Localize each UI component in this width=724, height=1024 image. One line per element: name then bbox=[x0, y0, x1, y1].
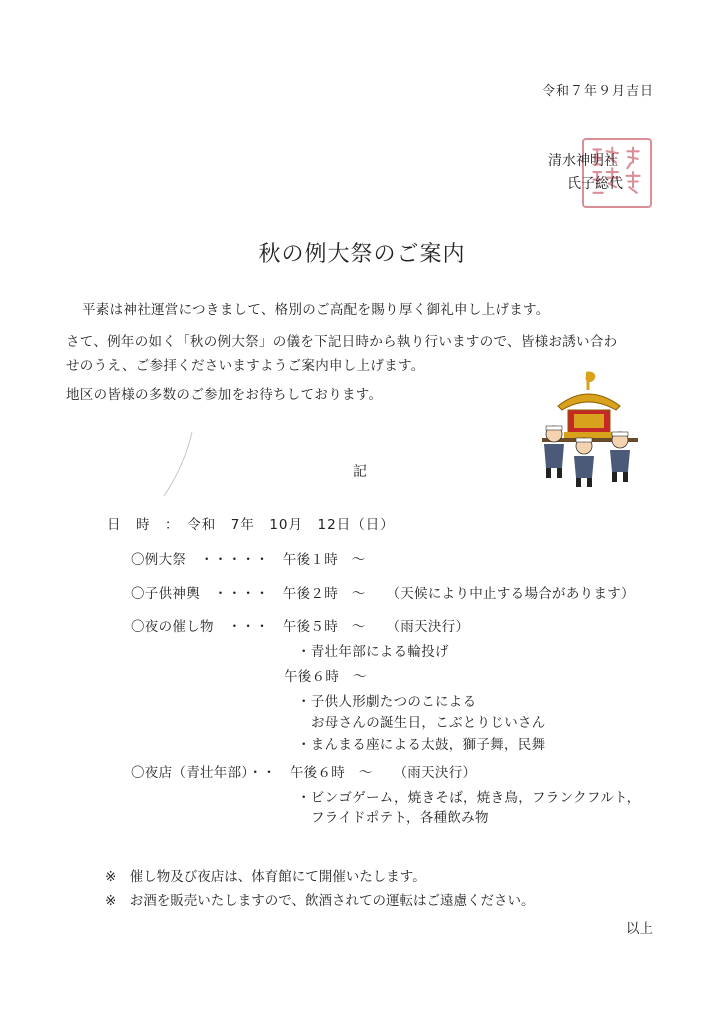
schedule-subitem-puppet-titles: お母さんの誕生日，こぶとりじいさん bbox=[311, 715, 546, 731]
page-title: 秋の例大祭のご案内 bbox=[258, 242, 466, 267]
schedule-subitem-puppet-show: ・子供人形劇たつのこによる bbox=[297, 694, 477, 710]
schedule-item-evening-events: 〇夜の催し物 ・・・ 午後５時 ～ （雨天決行） bbox=[131, 619, 470, 635]
note-alcohol: ※ お酒を販売いたしますので、飲酒されての運転はご遠慮ください。 bbox=[105, 893, 535, 909]
stray-pencil-mark-icon bbox=[160, 430, 200, 500]
ki-heading: 記 bbox=[353, 464, 367, 480]
mikoshi-illustration-icon bbox=[528, 368, 640, 488]
organization-name: 清水神明社 bbox=[548, 153, 618, 169]
note-venue: ※ 催し物及び夜店は、体育館にて開催いたします。 bbox=[105, 869, 426, 885]
body-paragraph-4: 地区の皆様の多数のご参加をお待ちしております。 bbox=[66, 387, 383, 403]
organization-role: 氏子総代 bbox=[567, 176, 623, 192]
schedule-subitem-stalls-more: フライドポテト，各種飲み物 bbox=[311, 810, 489, 826]
schedule-item-yomise: 〇夜店（青壮年部）・・ 午後６時 ～ （雨天決行） bbox=[131, 765, 477, 781]
schedule-item-kodomo-mikoshi: 〇子供神輿 ・・・・ 午後２時 ～ （天候により中止する場合があります） bbox=[131, 586, 635, 602]
body-paragraph-2: さて、例年の如く「秋の例大祭」の儀を下記日時から執り行いますので、皆様お誘い合わ bbox=[66, 334, 618, 350]
event-datetime: 日 時 ： 令和 7年 10月 12日（日） bbox=[107, 517, 395, 533]
schedule-time-six: 午後６時 ～ bbox=[284, 669, 367, 685]
schedule-item-reitaisai: 〇例大祭 ・・・・・ 午後１時 ～ bbox=[131, 552, 366, 568]
body-paragraph-1: 平素は神社運営につきまして、格別のご高配を賜り厚く御礼申し上げます。 bbox=[82, 302, 550, 318]
issue-date: 令和７年９月吉日 bbox=[541, 84, 654, 99]
body-paragraph-3: せのうえ、ご参拝くださいますようご案内申し上げます。 bbox=[66, 358, 425, 374]
schedule-subitem-stalls: ・ビンゴゲーム，焼きそば，焼き鳥，フランクフルト， bbox=[297, 790, 641, 806]
schedule-subitem-wanage: ・青壮年部による輪投げ bbox=[297, 644, 449, 660]
closing-ijo: 以上 bbox=[626, 921, 653, 937]
schedule-subitem-taiko: ・まんまる座による太鼓，獅子舞，民舞 bbox=[297, 737, 546, 753]
